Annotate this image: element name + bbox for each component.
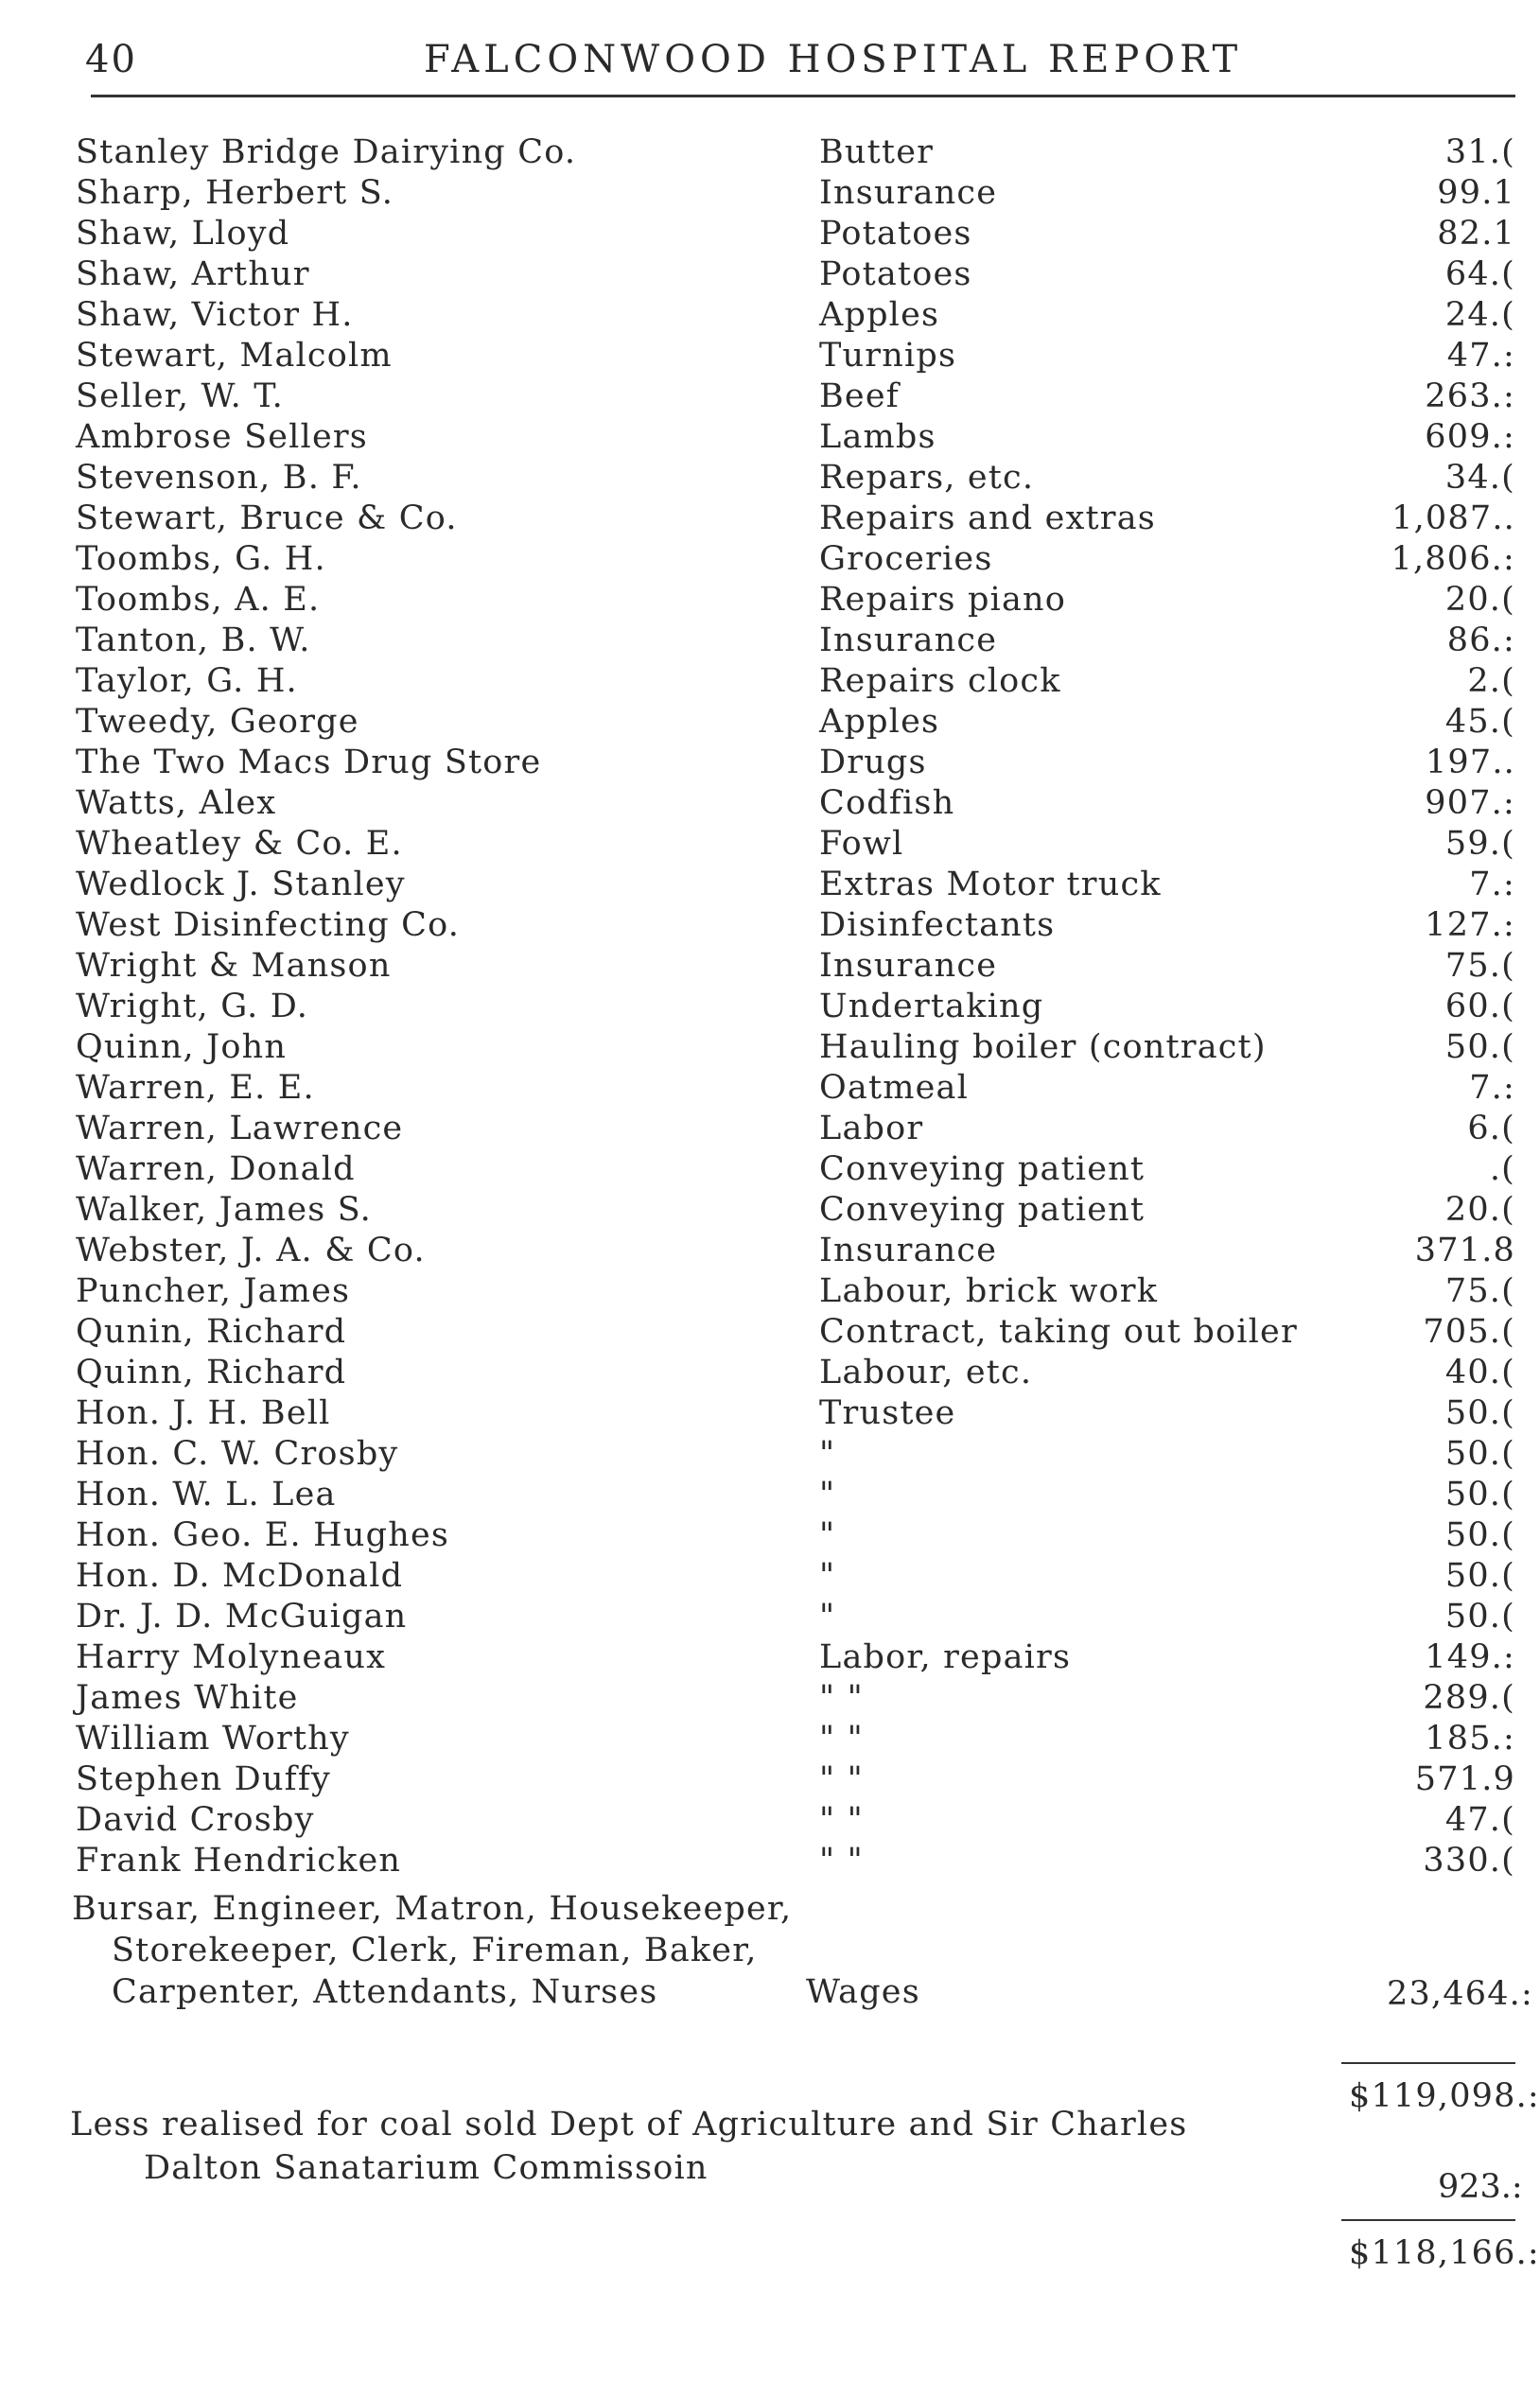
- ledger-row: [0, 661, 1515, 702]
- expense-item: Apples: [819, 703, 940, 741]
- expense-item: Disinfectants: [819, 906, 1056, 944]
- ledger-row: [0, 905, 1515, 946]
- expense-amount: 1,806.:: [1391, 540, 1515, 578]
- payee-name: Ambrose Sellers: [76, 418, 368, 456]
- expense-amount: 289.(: [1423, 1679, 1515, 1717]
- expense-item: Fowl: [819, 825, 904, 863]
- ledger-rows: [0, 132, 1515, 1881]
- ledger-row: [0, 580, 1515, 621]
- expense-amount: 371.8: [1414, 1232, 1515, 1269]
- expense-amount: 75.(: [1444, 1272, 1515, 1310]
- expense-item: Conveying patient: [819, 1150, 1146, 1188]
- expense-amount: 82.1: [1437, 215, 1515, 253]
- payee-name: West Disinfecting Co.: [76, 906, 461, 944]
- payee-name: Wheatley & Co. E.: [76, 825, 403, 863]
- expense-amount: 47.:: [1446, 337, 1515, 375]
- wages-staff-line-3: Carpenter, Attendants, Nurses: [112, 1973, 658, 2011]
- payee-name: Hon. Geo. E. Hughes: [76, 1516, 450, 1554]
- payee-name: James White: [76, 1679, 299, 1717]
- ledger-row: [0, 1841, 1515, 1881]
- expense-amount: 197..: [1425, 744, 1515, 781]
- payee-name: The Two Macs Drug Store: [76, 744, 542, 781]
- expense-item: " ": [819, 1679, 864, 1717]
- ledger-row: [0, 743, 1515, 783]
- expense-item: Codfish: [819, 784, 955, 822]
- expense-amount: 20.(: [1444, 1191, 1515, 1229]
- payee-name: Stephen Duffy: [76, 1760, 331, 1798]
- expense-amount: 1,087..: [1391, 499, 1515, 537]
- ledger-row: [0, 336, 1515, 376]
- ledger-row: [0, 702, 1515, 743]
- ledger-row: [0, 1231, 1515, 1271]
- payee-name: Stewart, Bruce & Co.: [76, 499, 458, 537]
- expense-item: " ": [819, 1720, 864, 1758]
- expense-item: Undertaking: [819, 988, 1044, 1025]
- ledger-row: [0, 1353, 1515, 1393]
- report-title: FALCONWOOD HOSPITAL REPORT: [424, 38, 1243, 81]
- expense-amount: 7.:: [1469, 866, 1515, 903]
- payee-name: Taylor, G. H.: [76, 662, 298, 700]
- wages-staff-line-2: Storekeeper, Clerk, Fireman, Baker,: [112, 1932, 758, 1969]
- ledger-row: [0, 173, 1515, 214]
- expense-amount: 2.(: [1467, 662, 1515, 700]
- payee-name: Seller, W. T.: [76, 377, 284, 415]
- expense-item: Potatoes: [819, 255, 972, 293]
- ledger-row: [0, 1475, 1515, 1515]
- expense-amount: 99.1: [1437, 174, 1515, 212]
- expense-amount: 64.(: [1444, 255, 1515, 293]
- payee-name: Toombs, G. H.: [76, 540, 326, 578]
- expense-item: Repars, etc.: [819, 459, 1035, 497]
- expense-item: Labor: [819, 1110, 924, 1147]
- ledger-row: [0, 417, 1515, 458]
- ledger-row: [0, 1068, 1515, 1109]
- expense-item: Oatmeal: [819, 1069, 969, 1107]
- expense-item: ": [819, 1516, 836, 1554]
- ledger-row: [0, 1434, 1515, 1475]
- expense-amount: 705.(: [1423, 1313, 1515, 1351]
- payee-name: Quinn, Richard: [76, 1354, 347, 1391]
- payee-name: Stewart, Malcolm: [76, 337, 393, 375]
- expense-item: Repairs and extras: [819, 499, 1156, 537]
- payee-name: Shaw, Lloyd: [76, 215, 290, 253]
- expense-amount: 50.(: [1444, 1435, 1515, 1473]
- total-rule: [1341, 2219, 1515, 2221]
- expense-item: Groceries: [819, 540, 993, 578]
- expense-item: Repairs piano: [819, 581, 1067, 619]
- expense-amount: 50.(: [1444, 1394, 1515, 1432]
- expense-item: ": [819, 1598, 836, 1636]
- expense-item: Insurance: [819, 1232, 998, 1269]
- ledger-row: [0, 946, 1515, 987]
- expense-item: ": [819, 1476, 836, 1513]
- payee-name: David Crosby: [76, 1801, 315, 1839]
- ledger-row: [0, 1393, 1515, 1434]
- ledger-row: [0, 539, 1515, 580]
- expense-amount: 609.:: [1425, 418, 1515, 456]
- payee-name: Hon. W. L. Lea: [76, 1476, 337, 1513]
- expense-item: Insurance: [819, 947, 998, 985]
- expense-item: ": [819, 1435, 836, 1473]
- expense-amount: 330.(: [1423, 1842, 1515, 1880]
- wages-amount: 23,464.:: [1387, 1975, 1533, 2013]
- expense-amount: 50.(: [1444, 1476, 1515, 1513]
- payee-name: Stanley Bridge Dairying Co.: [76, 133, 577, 171]
- expense-item: Drugs: [819, 744, 927, 781]
- expense-item: Trustee: [819, 1394, 956, 1432]
- payee-name: William Worthy: [76, 1720, 350, 1758]
- ledger-row: [0, 295, 1515, 336]
- ledger-row: [0, 1109, 1515, 1149]
- expense-amount: 263.:: [1425, 377, 1515, 415]
- ledger-row: [0, 214, 1515, 254]
- payee-name: Toombs, A. E.: [76, 581, 321, 619]
- less-realised-amount: 923.:: [1438, 2168, 1523, 2206]
- expense-item: " ": [819, 1842, 864, 1880]
- payee-name: Hon. C. W. Crosby: [76, 1435, 399, 1473]
- ledger-row: [0, 1597, 1515, 1637]
- expense-amount: 185.:: [1425, 1720, 1515, 1758]
- ledger-row: [0, 987, 1515, 1027]
- payee-name: Tweedy, George: [76, 703, 359, 741]
- ledger-row: [0, 1637, 1515, 1678]
- payee-name: Wright & Manson: [76, 947, 392, 985]
- expense-item: Turnips: [819, 337, 957, 375]
- expense-item: Labor, repairs: [819, 1638, 1072, 1676]
- expense-amount: 59.(: [1444, 825, 1515, 863]
- expense-item: Hauling boiler (contract): [819, 1028, 1267, 1066]
- payee-name: Sharp, Herbert S.: [76, 174, 394, 212]
- payee-name: Warren, E. E.: [76, 1069, 315, 1107]
- expense-amount: 47.(: [1444, 1801, 1515, 1839]
- payee-name: Hon. D. McDonald: [76, 1557, 404, 1595]
- expense-amount: 34.(: [1444, 459, 1515, 497]
- expense-item: Insurance: [819, 174, 998, 212]
- page-number: 40: [85, 38, 137, 81]
- expense-amount: 50.(: [1444, 1557, 1515, 1595]
- payee-name: Warren, Lawrence: [76, 1110, 404, 1147]
- ledger-row: [0, 1271, 1515, 1312]
- payee-name: Qunin, Richard: [76, 1313, 347, 1351]
- payee-name: Puncher, James: [76, 1272, 351, 1310]
- less-realised-line-2: Dalton Sanatarium Commissoin: [144, 2149, 709, 2187]
- expense-item: Labour, brick work: [819, 1272, 1159, 1310]
- ledger-row: [0, 1678, 1515, 1719]
- expense-item: Extras Motor truck: [819, 866, 1162, 903]
- ledger-row: [0, 1556, 1515, 1597]
- ledger-row: [0, 1312, 1515, 1353]
- expense-item: Lambs: [819, 418, 936, 456]
- expense-item: " ": [819, 1760, 864, 1798]
- expense-amount: 50.(: [1444, 1598, 1515, 1636]
- payee-name: Hon. J. H. Bell: [76, 1394, 331, 1432]
- ledger-row: [0, 621, 1515, 661]
- expense-amount: 6.(: [1467, 1110, 1515, 1147]
- payee-name: Shaw, Victor H.: [76, 296, 354, 334]
- payee-name: Watts, Alex: [76, 784, 277, 822]
- expense-amount: 571.9: [1414, 1760, 1515, 1798]
- expense-amount: 149.:: [1425, 1638, 1515, 1676]
- ledger-row: [0, 1800, 1515, 1841]
- ledger-row: [0, 1719, 1515, 1759]
- wages-item: Wages: [806, 1973, 920, 2011]
- expense-amount: 31.(: [1444, 133, 1515, 171]
- payee-name: Webster, J. A. & Co.: [76, 1232, 426, 1269]
- expense-amount: 907.:: [1425, 784, 1515, 822]
- expense-item: " ": [819, 1801, 864, 1839]
- ledger-row: [0, 499, 1515, 539]
- ledger-row: [0, 132, 1515, 173]
- ledger-row: [0, 824, 1515, 865]
- expense-amount: 127.:: [1425, 906, 1515, 944]
- payee-name: Tanton, B. W.: [76, 621, 311, 659]
- payee-name: Harry Molyneaux: [76, 1638, 387, 1676]
- expense-item: Repairs clock: [819, 662, 1061, 700]
- expense-amount: 20.(: [1444, 581, 1515, 619]
- ledger-row: [0, 783, 1515, 824]
- header-rule: [91, 95, 1515, 97]
- payee-name: Wedlock J. Stanley: [76, 866, 406, 903]
- expense-amount: 60.(: [1444, 988, 1515, 1025]
- expense-amount: 75.(: [1444, 947, 1515, 985]
- payee-name: Walker, James S.: [76, 1191, 372, 1229]
- payee-name: Frank Hendricken: [76, 1842, 402, 1880]
- expense-amount: 86.:: [1446, 621, 1515, 659]
- ledger-row: [0, 1759, 1515, 1800]
- expense-item: Labour, etc.: [819, 1354, 1033, 1391]
- wages-staff-line-1: Bursar, Engineer, Matron, Housekeeper,: [72, 1890, 793, 1928]
- payee-name: Dr. J. D. McGuigan: [76, 1598, 408, 1636]
- expense-amount: 50.(: [1444, 1028, 1515, 1066]
- payee-name: Warren, Donald: [76, 1150, 356, 1188]
- ledger-row: [0, 254, 1515, 295]
- ledger-row: [0, 376, 1515, 417]
- less-realised-line-1: Less realised for coal sold Dept of Agriculture and Sir Charles: [70, 2106, 1188, 2143]
- expense-item: Butter: [819, 133, 935, 171]
- expense-amount: .(: [1489, 1150, 1515, 1188]
- expense-item: Conveying patient: [819, 1191, 1146, 1229]
- payee-name: Quinn, John: [76, 1028, 288, 1066]
- expense-item: Insurance: [819, 621, 998, 659]
- payee-name: Shaw, Arthur: [76, 255, 310, 293]
- ledger-row: [0, 1149, 1515, 1190]
- expense-amount: 7.:: [1469, 1069, 1515, 1107]
- subtotal-amount: $119,098.:: [1349, 2077, 1540, 2115]
- expense-item: Contract, taking out boiler: [819, 1313, 1298, 1351]
- ledger-row: [0, 1190, 1515, 1231]
- ledger-row: [0, 865, 1515, 905]
- grand-total-amount: $118,166.:: [1349, 2234, 1540, 2272]
- expense-item: Apples: [819, 296, 940, 334]
- expense-amount: 24.(: [1444, 296, 1515, 334]
- subtotal-rule: [1341, 2062, 1515, 2064]
- ledger-row: [0, 1027, 1515, 1068]
- payee-name: Wright, G. D.: [76, 988, 309, 1025]
- payee-name: Stevenson, B. F.: [76, 459, 362, 497]
- expense-amount: 40.(: [1444, 1354, 1515, 1391]
- ledger-row: [0, 1515, 1515, 1556]
- expense-amount: 50.(: [1444, 1516, 1515, 1554]
- ledger-row: [0, 458, 1515, 499]
- expense-item: Potatoes: [819, 215, 972, 253]
- page-header: [85, 38, 1515, 85]
- expense-item: Beef: [819, 377, 900, 415]
- expense-amount: 45.(: [1444, 703, 1515, 741]
- expense-item: ": [819, 1557, 836, 1595]
